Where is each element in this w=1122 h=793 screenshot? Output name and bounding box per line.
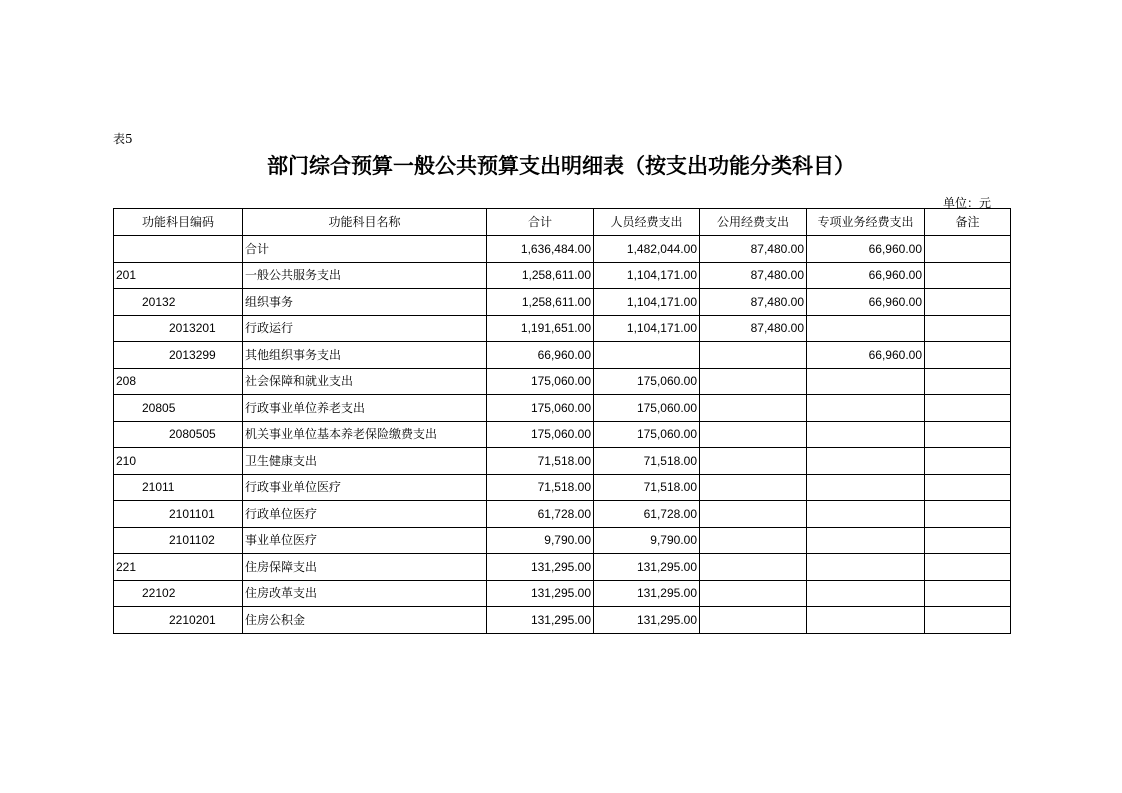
total-cell: 131,295.00 [487,554,594,581]
personnel-cell: 175,060.00 [594,368,700,395]
function-code-cell: 201 [114,262,243,289]
unit-label: 单位：元 [942,196,991,210]
personnel-cell: 1,104,171.00 [594,289,700,316]
personnel-cell: 71,518.00 [594,448,700,475]
total-cell: 131,295.00 [487,607,594,634]
personnel-cell: 131,295.00 [594,580,700,607]
total-cell: 1,636,484.00 [487,236,594,263]
special-cell [807,501,925,528]
public-cell [700,342,807,369]
table-row [114,607,1011,634]
remark-cell [925,527,1011,554]
function-code-cell: 2101101 [114,501,243,528]
special-cell [807,607,925,634]
special-cell [807,554,925,581]
personnel-cell: 71,518.00 [594,474,700,501]
function-code-cell: 2013299 [114,342,243,369]
special-cell: 66,960.00 [807,342,925,369]
function-code-cell: 20132 [114,289,243,316]
total-cell: 61,728.00 [487,501,594,528]
function-code-cell: 221 [114,554,243,581]
personnel-cell: 61,728.00 [594,501,700,528]
public-cell [700,607,807,634]
personnel-cell [594,342,700,369]
header-public-expense: 公用经费支出 [700,209,807,236]
header-personnel-expense: 人员经费支出 [594,209,700,236]
special-cell [807,474,925,501]
table-row [114,527,1011,554]
remark-cell [925,474,1011,501]
function-name-cell: 行政事业单位医疗 [243,474,487,501]
total-cell: 175,060.00 [487,421,594,448]
personnel-cell: 131,295.00 [594,554,700,581]
remark-cell [925,395,1011,422]
public-cell: 87,480.00 [700,315,807,342]
header-total: 合计 [487,209,594,236]
special-cell: 66,960.00 [807,236,925,263]
table-row [114,395,1011,422]
total-cell: 131,295.00 [487,580,594,607]
function-name-cell: 住房公积金 [243,607,487,634]
document-title: 部门综合预算一般公共预算支出明细表（按支出功能分类科目） [267,154,855,178]
remark-cell [925,368,1011,395]
table-header-row [114,209,1011,236]
table-row [114,368,1011,395]
personnel-cell: 175,060.00 [594,395,700,422]
table-row [114,315,1011,342]
function-code-cell: 2101102 [114,527,243,554]
total-cell: 66,960.00 [487,342,594,369]
function-name-cell: 住房保障支出 [243,554,487,581]
special-cell [807,368,925,395]
function-code-cell: 2210201 [114,607,243,634]
table-row [114,262,1011,289]
expenditure-table [113,208,1011,634]
total-cell: 71,518.00 [487,474,594,501]
total-cell: 71,518.00 [487,448,594,475]
special-cell [807,527,925,554]
function-name-cell: 其他组织事务支出 [243,342,487,369]
personnel-cell: 175,060.00 [594,421,700,448]
function-name-cell: 一般公共服务支出 [243,262,487,289]
function-name-cell: 行政单位医疗 [243,501,487,528]
total-cell: 1,258,611.00 [487,262,594,289]
remark-cell [925,554,1011,581]
remark-cell [925,580,1011,607]
function-name-cell: 事业单位医疗 [243,527,487,554]
table-row [114,554,1011,581]
public-cell [700,395,807,422]
special-cell: 66,960.00 [807,289,925,316]
function-name-cell: 卫生健康支出 [243,448,487,475]
remark-cell [925,421,1011,448]
table-row [114,421,1011,448]
header-special-expense: 专项业务经费支出 [807,209,925,236]
table-row [114,580,1011,607]
remark-cell [925,501,1011,528]
header-remark: 备注 [925,209,1011,236]
personnel-cell: 1,104,171.00 [594,315,700,342]
function-code-cell: 2013201 [114,315,243,342]
function-code-cell: 210 [114,448,243,475]
personnel-cell: 9,790.00 [594,527,700,554]
special-cell [807,315,925,342]
function-name-cell: 机关事业单位基本养老保险缴费支出 [243,421,487,448]
function-code-cell: 22102 [114,580,243,607]
public-cell: 87,480.00 [700,236,807,263]
function-code-cell: 21011 [114,474,243,501]
total-cell: 9,790.00 [487,527,594,554]
total-cell: 1,258,611.00 [487,289,594,316]
total-cell: 1,191,651.00 [487,315,594,342]
function-code-cell: 208 [114,368,243,395]
table-row [114,342,1011,369]
function-code-cell: 2080505 [114,421,243,448]
function-name-cell: 住房改革支出 [243,580,487,607]
remark-cell [925,262,1011,289]
public-cell: 87,480.00 [700,289,807,316]
remark-cell [925,342,1011,369]
public-cell [700,554,807,581]
public-cell: 87,480.00 [700,262,807,289]
function-name-cell: 行政事业单位养老支出 [243,395,487,422]
function-name-cell: 行政运行 [243,315,487,342]
public-cell [700,580,807,607]
special-cell [807,448,925,475]
function-name-cell: 社会保障和就业支出 [243,368,487,395]
table-row [114,448,1011,475]
table-row [114,289,1011,316]
remark-cell [925,448,1011,475]
special-cell: 66,960.00 [807,262,925,289]
table-number-label: 表5 [113,132,133,146]
personnel-cell: 1,482,044.00 [594,236,700,263]
table-row [114,236,1011,263]
function-name-cell: 合计 [243,236,487,263]
personnel-cell: 1,104,171.00 [594,262,700,289]
public-cell [700,474,807,501]
remark-cell [925,289,1011,316]
special-cell [807,395,925,422]
remark-cell [925,607,1011,634]
function-code-cell: 20805 [114,395,243,422]
function-code-cell [114,236,243,263]
function-name-cell: 组织事务 [243,289,487,316]
total-cell: 175,060.00 [487,368,594,395]
header-function-code: 功能科目编码 [114,209,243,236]
personnel-cell: 131,295.00 [594,607,700,634]
header-function-name: 功能科目名称 [243,209,487,236]
public-cell [700,368,807,395]
public-cell [700,448,807,475]
public-cell [700,501,807,528]
public-cell [700,527,807,554]
public-cell [700,421,807,448]
table-row [114,474,1011,501]
remark-cell [925,236,1011,263]
total-cell: 175,060.00 [487,395,594,422]
special-cell [807,421,925,448]
remark-cell [925,315,1011,342]
table-row [114,501,1011,528]
special-cell [807,580,925,607]
